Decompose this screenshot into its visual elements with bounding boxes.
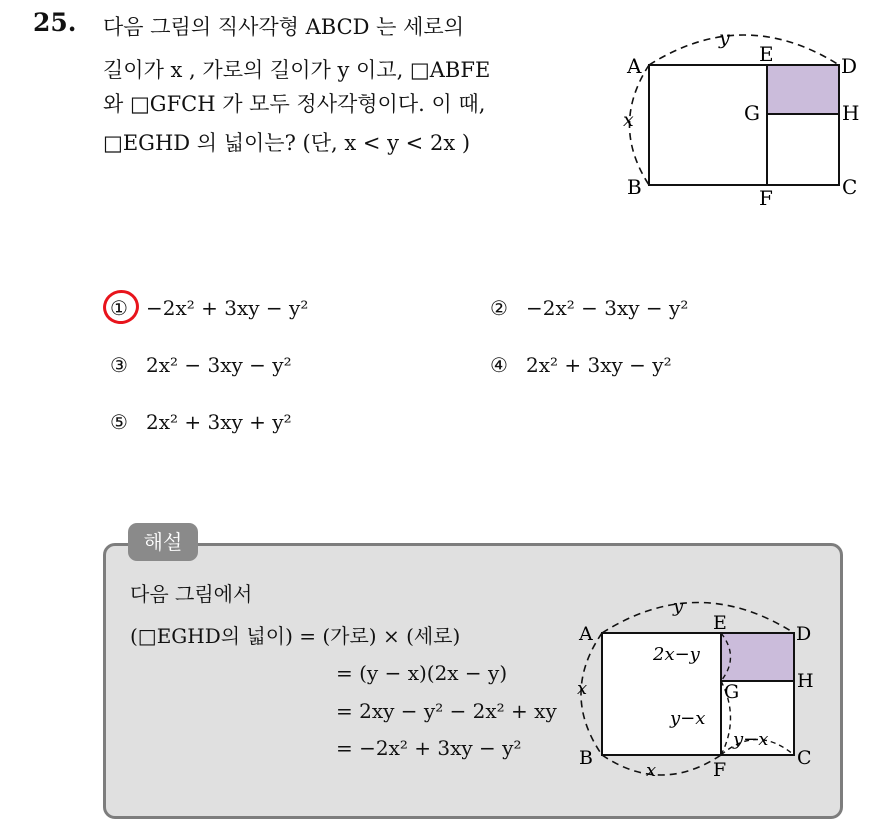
choice-3-expr: 2x² − 3xy − y² [146,353,292,377]
solution-arc-top [602,603,794,634]
solution-point-G: G [724,681,740,703]
choice-3-number: ③ [110,353,128,377]
choice-4-expr: 2x² + 3xy − y² [526,353,672,377]
solution-label-GF: y−x [670,708,706,729]
solution-shaded-square [721,633,794,681]
point-G: G [744,101,760,125]
choice-1[interactable] [110,296,308,320]
solution-label-x-left: x [577,678,588,699]
solution-figure [570,592,820,784]
point-D: D [841,54,858,78]
solution-line-1: (□EGHD의 넓이) = (가로) × (세로) [130,624,461,648]
solution-line-4: = −2x² + 3xy − y² [336,736,522,760]
point-H: H [842,101,860,125]
solution-label-FC: y−x [733,729,769,750]
solution-point-E: E [713,612,727,634]
label-y: y [719,27,730,49]
point-F: F [759,186,773,210]
solution-point-D: D [796,623,812,645]
point-A: A [627,54,642,78]
choice-3[interactable] [110,353,292,377]
question-line-1: 다음 그림의 직사각형 ABCD 는 세로의 [103,15,464,39]
choice-4-number: ④ [490,353,508,377]
question-number: 25. [33,8,77,37]
question-line-3: 와 □GFCH 가 모두 정사각형이다. 이 때, [103,92,486,116]
dashed-arc-y [649,35,839,65]
solution-point-H: H [797,670,814,692]
solution-line-2: = (y − x)(2x − y) [336,661,508,685]
rectangle-figure [600,25,870,220]
choice-5[interactable] [110,410,292,434]
point-E: E [759,42,774,66]
choice-2-number: ② [490,296,508,320]
choice-5-expr: 2x² + 3xy + y² [146,410,292,434]
solution-label-y: y [673,596,684,617]
choice-1-expr: −2x² + 3xy − y² [146,296,309,320]
question-line-2: 길이가 x , 가로의 길이가 y 이고, □ABFE [103,58,491,82]
point-B: B [627,175,642,199]
shaded-square-EGHD [767,65,839,114]
choice-1-number: ① [110,296,128,320]
solution-intro: 다음 그림에서 [130,582,253,606]
point-C: C [842,175,858,199]
solution-point-F: F [713,759,727,781]
choice-2[interactable] [490,296,688,320]
question-line-4: □EGHD 의 넓이는? (단, x < y < 2x ) [103,131,471,155]
solution-point-B: B [579,747,593,769]
choice-2-expr: −2x² − 3xy − y² [526,296,689,320]
solution-label-x-bottom: x [646,760,657,781]
label-x: x [623,109,634,131]
solution-label-EG: 2x−y [653,644,700,665]
solution-arc-bottom [602,755,721,775]
solution-tag: 해설 [128,523,198,561]
choice-5-number: ⑤ [110,410,128,434]
solution-point-C: C [797,747,812,769]
choice-4[interactable] [490,353,672,377]
solution-line-3: = 2xy − y² − 2x² + xy [336,699,557,723]
solution-point-A: A [579,623,593,645]
